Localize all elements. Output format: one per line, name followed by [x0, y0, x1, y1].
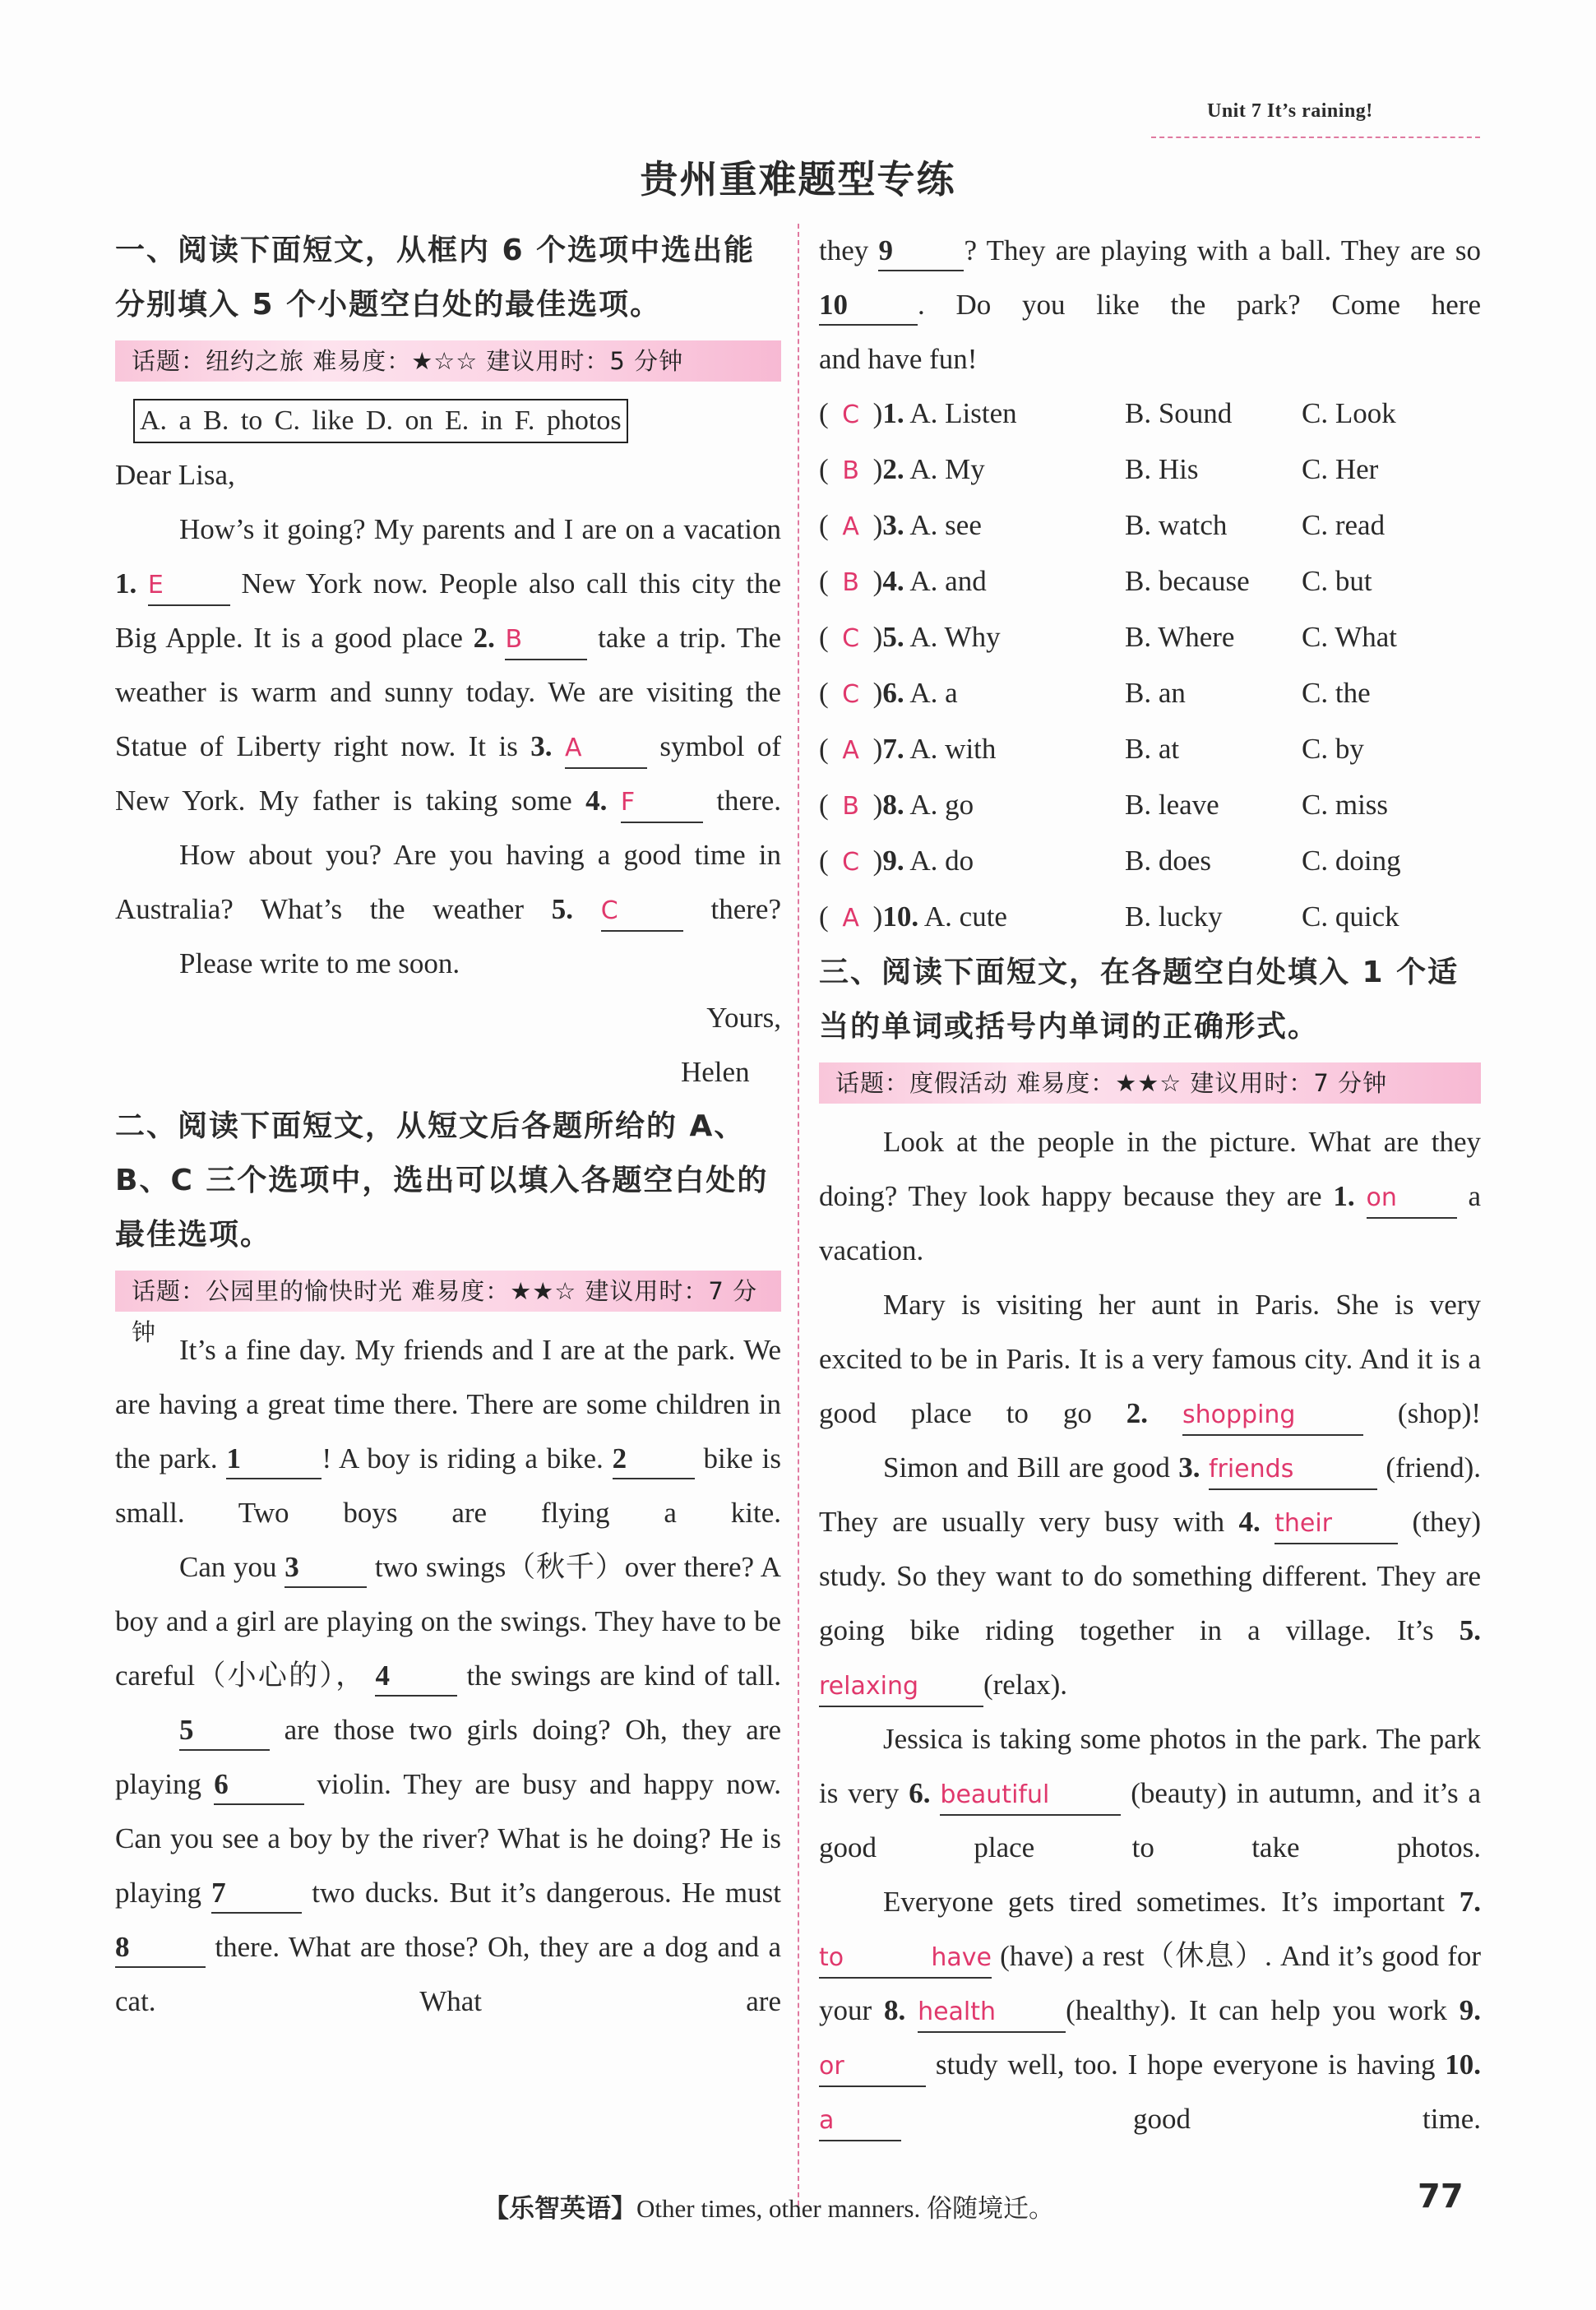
section1-topic-bar: 话题：纽约之旅 难易度：★☆☆ 建议用时：5 分钟 — [115, 340, 781, 382]
page-footer — [483, 2187, 1054, 2224]
section3-heading: 三、阅读下面短文，在各题空白处填入 1 个适当的单词或括号内单词的正确形式。 — [819, 956, 1460, 1044]
mc-question: ( B )4. A. and B. because C. but — [819, 565, 1372, 597]
mc-question-list — [819, 387, 1481, 946]
answer-blank: beautiful — [940, 1780, 1050, 1809]
passage2-part1: It’s a fine day. My friends and I are at the park. We are having a great time there. There are some children in the park. 1 ! A boy is riding a bike. 2 bike is small. Two boys are flying a kite. — [115, 1334, 782, 1529]
passage2-end: and have fun! — [819, 343, 978, 375]
answer-blank: F — [620, 788, 636, 817]
letter-paragraph-2: How about you? Are you having a good time in Australia? What’s the weather 5. C there? — [115, 828, 781, 937]
passage3-part2: Mary is visiting her aunt in Paris. She is very excited to be in Paris. It is a very famous city. And it is a good place to go 2. shopping (shop)! — [819, 1278, 1481, 1441]
answer-blank: C — [600, 896, 618, 925]
passage2-part4: they 9 ? They are playing with a ball. They are so 10 . Do you like the park? Come here — [819, 224, 1481, 332]
unit-header: Unit 7 It’s raining! — [1207, 100, 1373, 122]
passage2-part2: Can you 3 two swings（秋千）over there? A boy and a girl are playing on the swings. They have to be careful（小心的）， 4 the swings are kind of tall. — [115, 1540, 781, 1703]
mc-question: ( A )10. A. cute B. lucky C. quick — [819, 900, 1399, 933]
passage3-part4: Jessica is taking some photos in the park. The park is very 6. beautiful (beauty) in autumn, and it’s a good place to take photos. — [819, 1723, 1482, 1863]
passage3-part1: Look at the people in the picture. What are they doing? They look happy because they are 1. on a vacation. — [819, 1126, 1482, 1266]
mc-question: ( A )7. A. with B. at C. by — [819, 733, 1364, 765]
column-divider — [798, 224, 799, 2206]
passage3-part5: Everyone gets tired sometimes. It’s important 7. to have (have) a rest（休息）. And it’s good for your 8. health (healthy). It can help you work 9. or study well, too. I hope everyone is having 10. a good time. — [819, 1875, 1481, 2146]
header-divider — [1151, 137, 1480, 138]
answer-blank: to have — [819, 1943, 992, 1972]
answer-blank: health — [918, 1998, 997, 2026]
mc-question: ( C )9. A. do B. does C. doing — [819, 845, 1401, 877]
mc-question: ( B )2. A. My B. His C. Her — [819, 453, 1379, 485]
footer-brand: 【乐智英语】 — [483, 2194, 636, 2224]
answer-blank: their — [1274, 1509, 1332, 1538]
options-box: A. a B. to C. like D. on E. in F. photos — [133, 399, 628, 443]
section2-heading: 二、阅读下面短文，从短文后各题所给的 A、B、C 三个选项中，选出可以填入各题空白处的最佳选项。 — [115, 1109, 769, 1252]
mc-question: ( C )1. A. Listen B. Sound C. Look — [819, 397, 1396, 429]
answer-blank: or — [819, 2052, 844, 2081]
section2-topic-bar: 话题：公园里的愉快时光 难易度：★★☆ 建议用时：7 分钟 — [115, 1271, 781, 1312]
answer-blank: shopping — [1182, 1400, 1296, 1429]
left-column — [115, 224, 781, 2029]
answer-blank: relaxing — [819, 1672, 918, 1701]
mc-question: ( B )8. A. go B. leave C. miss — [819, 789, 1389, 821]
passage2-part3: 5 are those two girls doing? Oh, they are playing 6 violin. They are busy and happy now. Can you see a boy by the river? What is he doing? He is playing 7 two ducks. But it’s dangerous. He must 8 there. What are those? Oh, they are a dog and a cat. What are — [115, 1703, 781, 2029]
mc-question: ( C )5. A. Why B. Where C. What — [819, 621, 1398, 653]
page-title: 贵州重难题型专练 — [640, 157, 956, 201]
letter-paragraph-3: Please write to me soon. — [179, 947, 460, 979]
mc-question: ( A )3. A. see B. watch C. read — [819, 509, 1386, 541]
answer-blank: on — [1366, 1183, 1397, 1212]
letter-closing: Yours, — [706, 1002, 781, 1034]
letter-signature: Helen — [681, 1056, 750, 1088]
answer-blank: friends — [1208, 1455, 1294, 1484]
mc-question: ( C )6. A. a B. an C. the — [819, 677, 1371, 709]
page-number: 77 — [1418, 2178, 1464, 2215]
section1-heading: 一、阅读下面短文，从框内 6 个选项中选出能分别填入 5 个小题空白处的最佳选项。 — [115, 234, 756, 322]
answer-blank: E — [147, 571, 164, 599]
section3-topic-bar: 话题：度假活动 难易度：★★☆ 建议用时：7 分钟 — [819, 1062, 1481, 1104]
passage3-part3: Simon and Bill are good 3. friends (friend). They are usually very busy with 4. their (they) study. So they want to do something different. They are going bike riding together in a village. It’s 5. relaxing (relax). — [819, 1441, 1481, 1712]
letter-paragraph-1: How’s it going? My parents and I are on a vacation 1. E New York now. People also call this city the Big Apple. It is a good place 2. B take a trip. The weather is warm and sunny today. We are visiting the Statue of Liberty right now. It is 3. A symbol of New York. My father is taking some 4. F there. — [115, 502, 781, 828]
letter-greeting: Dear Lisa, — [115, 459, 235, 491]
answer-blank: B — [505, 625, 523, 654]
answer-blank: A — [564, 734, 582, 762]
right-column — [819, 224, 1481, 2146]
answer-blank: a — [819, 2106, 835, 2135]
footer-motto: Other times, other manners. 俗随境迁。 — [636, 2194, 1054, 2223]
